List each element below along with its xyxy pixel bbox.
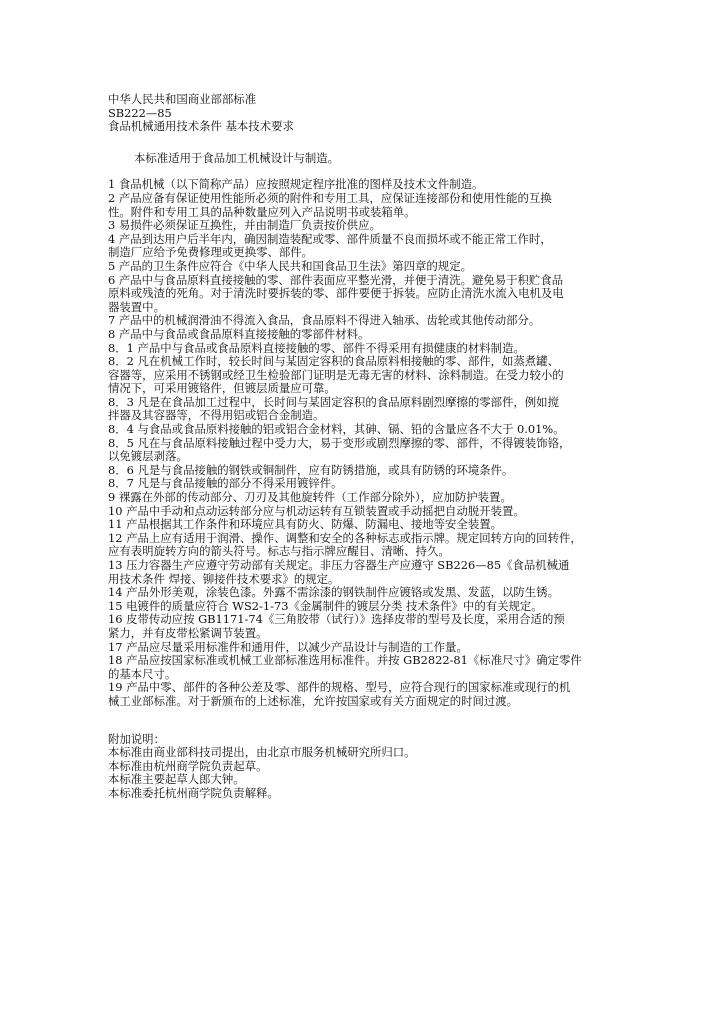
- clause: [108, 600, 704, 614]
- clause-line: 械工业部标准。对于新颁布的上述标准，允许按国家或有关方面规定的时间过渡。: [108, 694, 519, 708]
- clause-line: 15 电镀件的质量应符合 WS2-1-73《金属制件的镀层分类 技术条件》中的有关规定。: [108, 599, 543, 613]
- clause: [108, 641, 704, 655]
- clause: [108, 518, 704, 532]
- clause-line: 9 裸露在外部的传动部分、刀刃及其他旋转件（工作部分除外），应加防护装置。: [108, 491, 512, 505]
- clause-line: 紧力，并有皮带松紧调节装置。: [108, 626, 268, 640]
- document-title: 食品机械通用技术条件 基本技术要求: [108, 120, 294, 134]
- clause-list: [108, 178, 704, 708]
- clause-line: 19 产品中零、部件的各种公差及零、部件的规格、型号，应符合现行的国家标准或现行的机: [108, 681, 571, 695]
- clause: [108, 654, 704, 681]
- clause-line: 18 产品应按国家标准或机械工业部标准选用标准件。并按 GB2822-81《标准尺寸》确定零件: [108, 654, 582, 668]
- clause-line: 7 产品中的机械润滑油不得流入食品，食品原料不得进入轴承、齿轮或其他传动部分。: [108, 314, 541, 328]
- notes-list: [108, 746, 704, 800]
- clause-line: 以免镀层剥落。: [108, 450, 188, 464]
- clause: [108, 559, 704, 586]
- note-line: 本标准由杭州商学院负责起草。: [108, 759, 268, 773]
- clause-line: 用技术条件 焊接、铆接件技术要求》的规定。: [108, 572, 340, 586]
- note-line: 本标准委托杭州商学院负责解释。: [108, 786, 279, 800]
- clause-line: 原料或残渣的死角。对于清洗时要拆装的零、部件要便于拆装。应防止清洗水流入电机及电: [108, 287, 564, 301]
- clause-line: 情况下，可采用镀铬件，但镀层质量应可靠。: [108, 382, 336, 396]
- note-line: 本标准主要起草人郎大钟。: [108, 773, 245, 787]
- clause-line: 8．7 凡是与食品接触的部分不得采用镀锌件。: [108, 477, 343, 491]
- clause-line: 4 产品到达用户后半年内，确因制造装配或零、部件质量不良而损坏或不能正常工作时，: [108, 232, 552, 246]
- clause-line: 12 产品上应有适用于润滑、操作、调整和安全的各种标志或指示牌。规定回转方向的回转件，: [108, 531, 582, 545]
- clause-line: 制造厂应给予免费修理或更换零、部件。: [108, 246, 314, 260]
- clause-line: 8．6 凡是与食品接触的钢铁或铜制件，应有防锈措施，或具有防锈的环境条件。: [108, 463, 514, 477]
- clause: [108, 477, 704, 491]
- clause-line: 3 易损件必须保证互换性，并由制造厂负责按价供应。: [108, 219, 381, 233]
- clause-line: 8．1 产品中与食品或食品原料直接接触的零、部件不得采用有损健康的材料制造。: [108, 341, 525, 355]
- clause-line: 5 产品的卫生条件应符合《中华人民共和国食品卫生法》第四章的规定。: [108, 259, 472, 273]
- clause: [108, 464, 704, 478]
- document-page: [108, 93, 704, 801]
- clause-line: 16 皮带传动应按 GB1171-74《三角胶带（试行）》选择皮带的型号及长度，采用合适的预: [108, 613, 565, 627]
- clause-line: 的基本尺寸。: [108, 667, 177, 681]
- clause: [108, 274, 704, 315]
- clause-line: 8．4 与食品或食品原料接触的铝或铝合金材料，其砷、镉、铅的含量应各不大于 0.01%。: [108, 423, 565, 437]
- clause-line: 器装置中。: [108, 300, 165, 314]
- clause-line: 1 食品机械（以下简称产品）应按照规定程序批准的图样及技术文件制造。: [108, 178, 484, 192]
- clause: [108, 328, 704, 342]
- clause: [108, 423, 704, 437]
- clause-line: 8．3 凡是在食品加工过程中，长时间与某固定容积的食品原料剧烈摩擦的零部件，例如搅: [108, 395, 559, 409]
- clause: [108, 505, 704, 519]
- clause-line: 10 产品中手动和点动运转部分应与机动运转有互锁装置或手动摇把自动脱开装置。: [108, 504, 525, 518]
- clause-line: 性。附件和专用工具的品种数量应列入产品说明书或装箱单。: [108, 205, 416, 219]
- clause: [108, 260, 704, 274]
- clause-line: 8 产品中与食品或食品原料直接接触的零部件材料。: [108, 327, 370, 341]
- clause: [108, 532, 704, 559]
- clause: [108, 613, 704, 640]
- clause-line: 6 产品中与食品原料直接接触的零、部件表面应平整光滑，并便于清洗。避免易于积贮食品: [108, 273, 564, 287]
- clause: [108, 437, 704, 464]
- clause: [108, 681, 704, 708]
- clause: [108, 192, 704, 219]
- clause: [108, 342, 704, 356]
- scope-statement: 本标准适用于食品加工机械设计与制造。: [134, 150, 340, 165]
- standard-code: SB222—85: [108, 106, 172, 120]
- clause: [108, 314, 704, 328]
- clause-line: 8．2 凡在机械工作时，较长时间与某固定容积的食品原料相接触的零、部件，如蒸煮罐、: [108, 355, 559, 369]
- clause: [108, 219, 704, 233]
- clause-line: 容器等，应采用不锈钢或经卫生检验部门证明是无毒无害的材料、涂料制造。在受力较小的: [108, 368, 564, 382]
- clause: [108, 355, 704, 396]
- clause-line: 11 产品根据其工作条件和环境应具有防火、防爆、防漏电、接地等安全装置。: [108, 518, 503, 532]
- clause: [108, 586, 704, 600]
- clause: [108, 233, 704, 260]
- clause: [108, 396, 704, 423]
- clause-line: 8．5 凡在与食品原料接触过程中受力大，易于变形或剧烈摩擦的零、部件，不得镀装饰铬，: [108, 436, 571, 450]
- clause-line: 应有表明旋转方向的箭头符号。标志与指示牌应醒目、清晰、持久。: [108, 545, 450, 559]
- clause-line: 14 产品外形美观，涂装色漆。外露不需涂漆的钢铁制件应镀铬或发黑、发蓝，以防生锈。: [108, 586, 559, 600]
- issuing-authority: 中华人民共和国商业部部标准: [108, 93, 257, 106]
- note-line: 本标准由商业部科技司提出，由北京市服务机械研究所归口。: [108, 746, 416, 760]
- clause-line: 拌器及其容器等，不得用铝或铝合金制造。: [108, 409, 325, 423]
- clause-line: 13 压力容器生产应遵守劳动部有关规定。非压力容器生产应遵守 SB226—85《食品机械通: [108, 559, 570, 572]
- clause-line: 2 产品应备有保证使用性能所必须的附件和专用工具，应保证连接部份和使用性能的互换: [108, 191, 552, 205]
- clause: [108, 178, 704, 192]
- clause-line: 17 产品应尽量采用标准件和通用件，以减少产品设计与制造的工作量。: [108, 640, 468, 654]
- notes-title: 附加说明：: [108, 732, 165, 746]
- clause: [108, 491, 704, 505]
